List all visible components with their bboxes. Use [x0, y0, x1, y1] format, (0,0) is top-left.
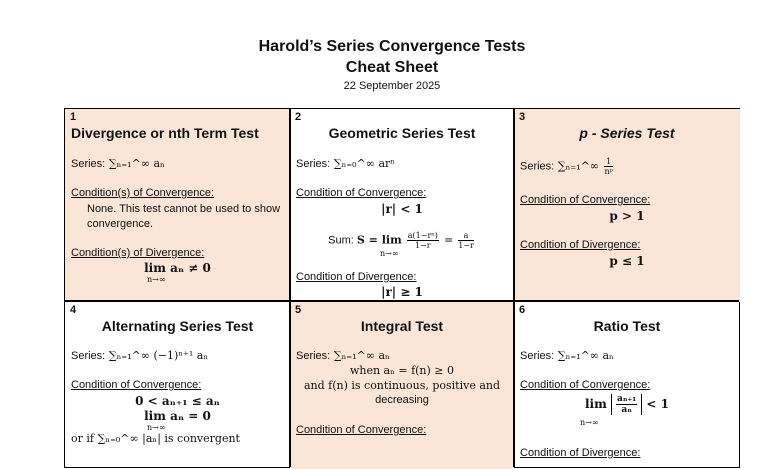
integral-decreasing: decreasing [375, 394, 429, 406]
cell-title: p - Series Test [579, 125, 675, 141]
series-expression: ∑ₙ₌₁^∞ aₙ [108, 157, 165, 170]
ratio-abs [611, 394, 642, 415]
fraction-numerator: 1 [606, 157, 612, 166]
sum-fraction-2 [458, 231, 474, 250]
convergence-text: None. This test cannot be used to show convergence. [87, 203, 281, 230]
fraction-numerator: aₙ₊₁ [617, 394, 637, 404]
series-expression: ∑ₙ₌₁^∞ [557, 159, 599, 173]
ratio-lim: lim [585, 397, 607, 411]
series-label: Series: [296, 350, 331, 362]
series-expression: ∑ₙ₌₀^∞ arⁿ [333, 157, 396, 170]
convergence-subscript: n→∞ [147, 423, 166, 432]
cell-number: 5 [295, 304, 302, 316]
fraction-denominator: nᵖ [604, 167, 613, 176]
cell-title: Integral Test [360, 318, 444, 334]
convergence-expression-1: 0 < aₙ₊₁ ≤ aₙ [135, 394, 220, 408]
series-line [296, 157, 508, 170]
divergence-label: Condition of Divergence: [520, 447, 641, 459]
convergence-label: Condition of Convergence: [296, 187, 427, 199]
sum-lhs: S = lim [356, 233, 402, 247]
cell-p-series-test [514, 109, 740, 302]
ratio-fraction [616, 394, 637, 415]
series-line [520, 349, 734, 362]
column-divider [513, 109, 515, 467]
convergence-expression: p > 1 [609, 209, 645, 223]
series-label: Series: [71, 158, 106, 170]
convergence-label: Condition of Convergence: [520, 194, 651, 206]
series-expression: ∑ₙ₌₁^∞ (−1)ⁿ⁺¹ aₙ [108, 349, 209, 362]
series-expression: ∑ₙ₌₁^∞ aₙ [557, 349, 614, 362]
cell-ratio-test [514, 302, 740, 469]
series-line [71, 157, 284, 170]
convergence-expression-2: lim aₙ = 0 [144, 409, 211, 423]
series-label: Series: [520, 350, 555, 362]
series-expression: ∑ₙ₌₁^∞ aₙ [333, 349, 390, 362]
divergence-subscript: n→∞ [147, 275, 166, 284]
divergence-label: Condition(s) of Divergence: [71, 247, 205, 259]
column-divider [289, 109, 291, 467]
convergence-label: Condition of Convergence: [71, 379, 202, 391]
cell-alternating-test [65, 302, 290, 469]
convergence-label: Condition of Convergence: [520, 379, 651, 391]
divergence-expression: |r| ≥ 1 [381, 285, 423, 299]
cell-title: Geometric Series Test [328, 125, 476, 141]
cell-number: 2 [295, 111, 302, 123]
series-label: Series: [520, 160, 555, 173]
series-line [520, 157, 734, 176]
cell-number: 6 [519, 304, 526, 316]
cell-geometric-test [290, 109, 514, 302]
integral-and: and f(n) is continuous, positive and [303, 379, 501, 392]
page-title: Harold’s Series Convergence Tests [258, 38, 526, 55]
series-fraction [604, 157, 612, 176]
fraction-numerator: a(1−rⁿ) [407, 231, 438, 240]
divergence-expression: lim aₙ ≠ 0 [144, 261, 211, 275]
convergence-alternative [71, 432, 284, 445]
sum-subscript: n→∞ [380, 249, 399, 258]
convergence-label: Condition(s) of Convergence: [71, 187, 215, 199]
series-label: Series: [296, 158, 331, 170]
cell-title: Ratio Test [593, 318, 661, 334]
fraction-denominator: 1−r [458, 241, 474, 250]
series-line [296, 349, 508, 362]
ratio-rhs: < 1 [646, 397, 669, 411]
page-date: 22 September 2025 [343, 80, 441, 92]
cell-divergence-test [65, 109, 290, 302]
cell-number: 3 [519, 111, 526, 123]
fraction-denominator: aₙ [621, 405, 632, 415]
ratio-subscript: n→∞ [580, 418, 599, 427]
series-label: Series: [71, 350, 106, 362]
cell-integral-test [290, 302, 514, 469]
tests-table [64, 108, 740, 468]
series-line [71, 349, 284, 362]
cell-title: Divergence or nth Term Test [71, 125, 259, 141]
sum-fraction-1 [407, 231, 439, 250]
alternative-text: or if ∑ₙ₌₀^∞ |aₙ| is convergent [71, 432, 240, 445]
divergence-label: Condition of Divergence: [520, 239, 641, 251]
sum-formula [296, 231, 508, 250]
fraction-denominator: 1−r [415, 241, 431, 250]
cell-number: 1 [70, 111, 77, 123]
cell-title: Alternating Series Test [101, 318, 254, 334]
convergence-expression: |r| < 1 [381, 202, 423, 216]
sum-label: Sum: [328, 234, 354, 247]
sum-equals: = [443, 233, 454, 247]
divergence-expression: p ≤ 1 [609, 254, 645, 268]
cell-number: 4 [70, 304, 77, 316]
page-subtitle: Cheat Sheet [345, 59, 439, 76]
integral-when: when aₙ = f(n) ≥ 0 [349, 364, 455, 377]
divergence-label: Condition of Divergence: [296, 271, 417, 283]
fraction-numerator: a [458, 231, 474, 241]
ratio-expression [520, 394, 734, 415]
convergence-label: Condition of Convergence: [296, 424, 427, 436]
